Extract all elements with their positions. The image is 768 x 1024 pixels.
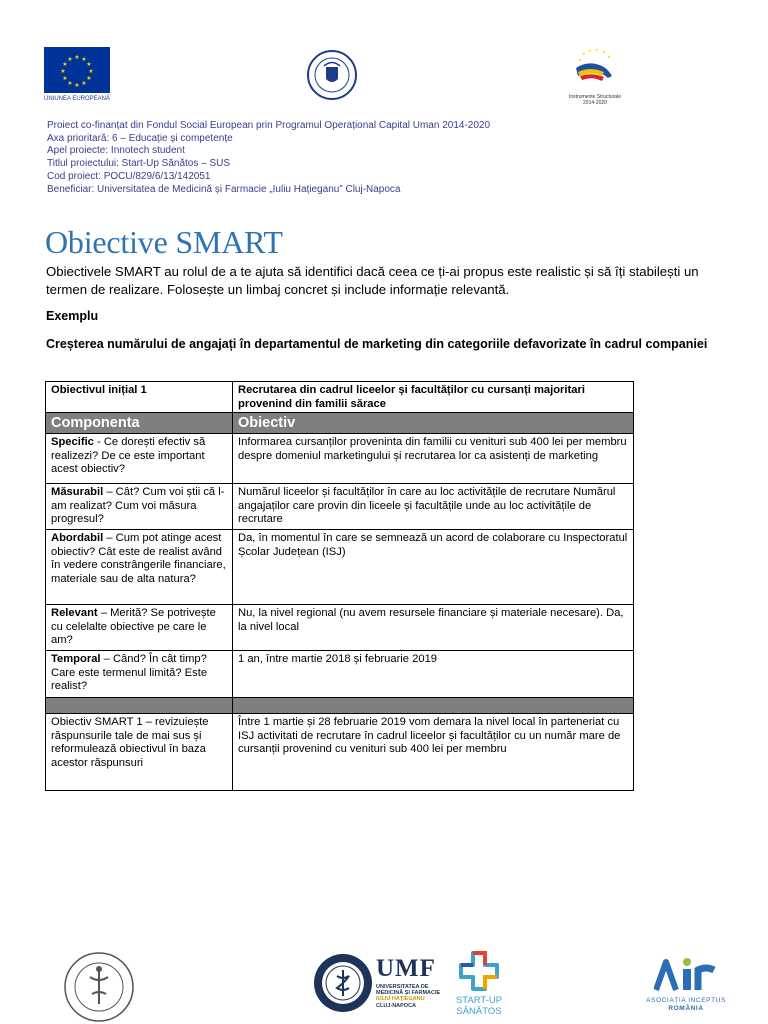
criterion-cell [46, 434, 233, 484]
page-title: Obiective SMART [45, 224, 283, 260]
eu-caption: UNIUNEA EUROPEANĂ [44, 96, 111, 102]
svg-text:★: ★ [81, 56, 87, 63]
criterion-answer: Nu, la nivel regional (nu avem resursele financiare și materiale necesare). Da, la nivel local [233, 605, 634, 651]
svg-text:★: ★ [602, 49, 606, 54]
svg-text:★: ★ [582, 51, 586, 56]
criterion-term: Abordabil [51, 532, 104, 545]
criterion-cell [46, 605, 233, 651]
svg-text:★: ★ [588, 48, 592, 53]
criterion-answer: 1 an, între martie 2018 și februarie 2019 [233, 651, 634, 698]
umf-seal [313, 953, 373, 1013]
criterion-cell [46, 484, 233, 530]
svg-text:★: ★ [86, 75, 92, 82]
umf-sub-line: UNIVERSITATEA DE [376, 984, 429, 990]
svg-text:★: ★ [67, 80, 73, 87]
project-info-line: Apel proiecte: Innotech student [47, 145, 185, 157]
smart-table [45, 381, 634, 791]
criterion-answer: Numărul liceelor și facultăților în care au loc activitățile de recrutare Numărul angajaților care provin din liceele și facultățile unde au loc activitățile de recrutare [233, 484, 634, 530]
smart-objective-label: Obiectiv SMART 1 – revizuiește răspunsurile tale de mai sus și reformulează obiectivul în baza acestor răspunsuri [46, 714, 233, 791]
example-heading: Exemplu [46, 309, 99, 323]
table-row [46, 605, 634, 651]
umf-sub-line: MEDICINĂ ȘI FARMACIE [376, 990, 441, 997]
svg-text:★: ★ [81, 80, 87, 87]
table-row [46, 651, 634, 698]
instrumente-structurale-logo [568, 46, 620, 86]
column-header-component: Componenta [46, 413, 233, 434]
initial-objective-value: Recrutarea din cadrul liceelor și facultăților cu cursanți majoritari provenind din familii sărace [233, 382, 634, 413]
initial-objective-row [46, 382, 634, 413]
air-line: ROMÂNIA [668, 1005, 704, 1012]
air-line: ASOCIAȚIA INCEPTUS [646, 997, 726, 1004]
project-info-line: Proiect co-finanțat din Fondul Social European prin Programul Operațional Capital Uman 2014-2020 [47, 120, 491, 131]
criterion-term: Specific [51, 436, 94, 449]
project-info-line: Axa prioritară: 6 – Educație și competențe [47, 132, 233, 144]
criterion-answer: Da, în momentul în care se semnează un acord de colaborare cu Inspectoratul Școlar Județean (ISJ) [233, 530, 634, 605]
romanian-government-seal [306, 49, 358, 101]
separator-cell [46, 698, 233, 714]
svg-text:★: ★ [86, 61, 92, 68]
umf-logo-text [376, 957, 440, 1009]
umf-subtitle [376, 984, 440, 1009]
criterion-question: – Merită? Se potrivește cu celelalte obiective pe care le am? [51, 607, 216, 647]
asociatia-inceptus-logo [654, 956, 720, 992]
chamber-of-commerce-seal [62, 950, 136, 1024]
table-header-row [46, 413, 634, 434]
smart-objective-value: Între 1 martie și 28 februarie 2019 vom demara la nivel local în parteneriat cu ISJ activitati de recrutare în cadrul liceelor și facultăților cu un număr mare de cursanții provenind cu venituri sub 400 lei per membru [233, 714, 634, 791]
criterion-question: - Ce dorești efectiv să realizezi? De ce este important acest obiectiv? [51, 436, 206, 476]
project-info [47, 120, 619, 196]
svg-text:★: ★ [62, 75, 68, 82]
svg-text:★: ★ [607, 54, 611, 59]
criterion-answer: Informarea cursanților proveninta din familii cu venituri sub 400 lei per membru despre domeniul marketingului și recrutarea lor ca asistenți de marketing [233, 434, 634, 484]
umf-sub-line: CLUJ-NAPOCA [376, 1002, 417, 1009]
start-up-sanatos-text [446, 995, 512, 1017]
criterion-question: – Cum pot atinge acest obiectiv? Cât este de realist având în vedere constrângerile financiare, materiale sau de alta natura? [51, 532, 226, 585]
svg-text:★: ★ [60, 68, 66, 75]
goal-heading: Creșterea numărului de angajați în departamentul de marketing din categoriile defavorizate în cadrul companiei [46, 337, 708, 351]
svg-text:★: ★ [74, 82, 80, 89]
svg-text:★: ★ [88, 68, 94, 75]
startup-line: START-UP [455, 995, 503, 1006]
eu-flag-logo [44, 47, 110, 93]
is-caption-line2: 2014-2020 [583, 100, 607, 106]
smart-objective-row [46, 714, 634, 791]
table-row [46, 530, 634, 605]
column-header-objective: Obiectiv [233, 413, 634, 434]
umf-sub-line: IULIU HAȚIEGANU [376, 996, 425, 1003]
project-info-line: Beneficiar: Universitatea de Medicină și Farmacie „Iuliu Hațieganu” Cluj-Napoca [47, 183, 401, 195]
table-row [46, 484, 634, 530]
umf-title: UMF [376, 955, 436, 982]
start-up-sanatos-logo [455, 950, 503, 994]
criterion-cell [46, 530, 233, 605]
startup-line: SĂNĂTOS [456, 1006, 502, 1017]
criterion-term: Măsurabil [51, 486, 104, 499]
initial-objective-label: Obiectivul inițial 1 [46, 382, 233, 413]
criterion-question: – Cât? Cum voi știi că l-am realizat? Cum voi măsura progresul? [51, 486, 225, 526]
table-separator-row [46, 698, 634, 714]
criterion-term: Relevant [51, 607, 98, 620]
svg-text:★: ★ [578, 57, 582, 62]
svg-text:★: ★ [67, 56, 73, 63]
svg-text:★: ★ [74, 54, 80, 61]
project-info-line: Cod proiect: POCU/829/6/13/142051 [47, 170, 211, 182]
instrumente-structurale-caption [559, 94, 631, 106]
criterion-question: – Când? În cât timp? Care este termenul limită? Este realist? [51, 653, 208, 693]
separator-cell [233, 698, 634, 714]
table-row [46, 434, 634, 484]
project-info-line: Titlul proiectului: Start-Up Sănătos – SUS [47, 158, 231, 170]
criterion-term: Temporal [51, 653, 101, 666]
criterion-cell [46, 651, 233, 698]
svg-text:★: ★ [62, 61, 68, 68]
intro-paragraph: Obiectivele SMART au rolul de a te ajuta să identifici dacă ceea ce ți-ai propus este realistic și să îți stabilești un termen de realizare. Folosește un limbaj concret și include informație relevantă. [46, 264, 699, 297]
is-caption-line1: Instrumente Structurale [569, 94, 621, 100]
asociatia-inceptus-text [636, 997, 736, 1013]
svg-text:★: ★ [595, 47, 599, 52]
